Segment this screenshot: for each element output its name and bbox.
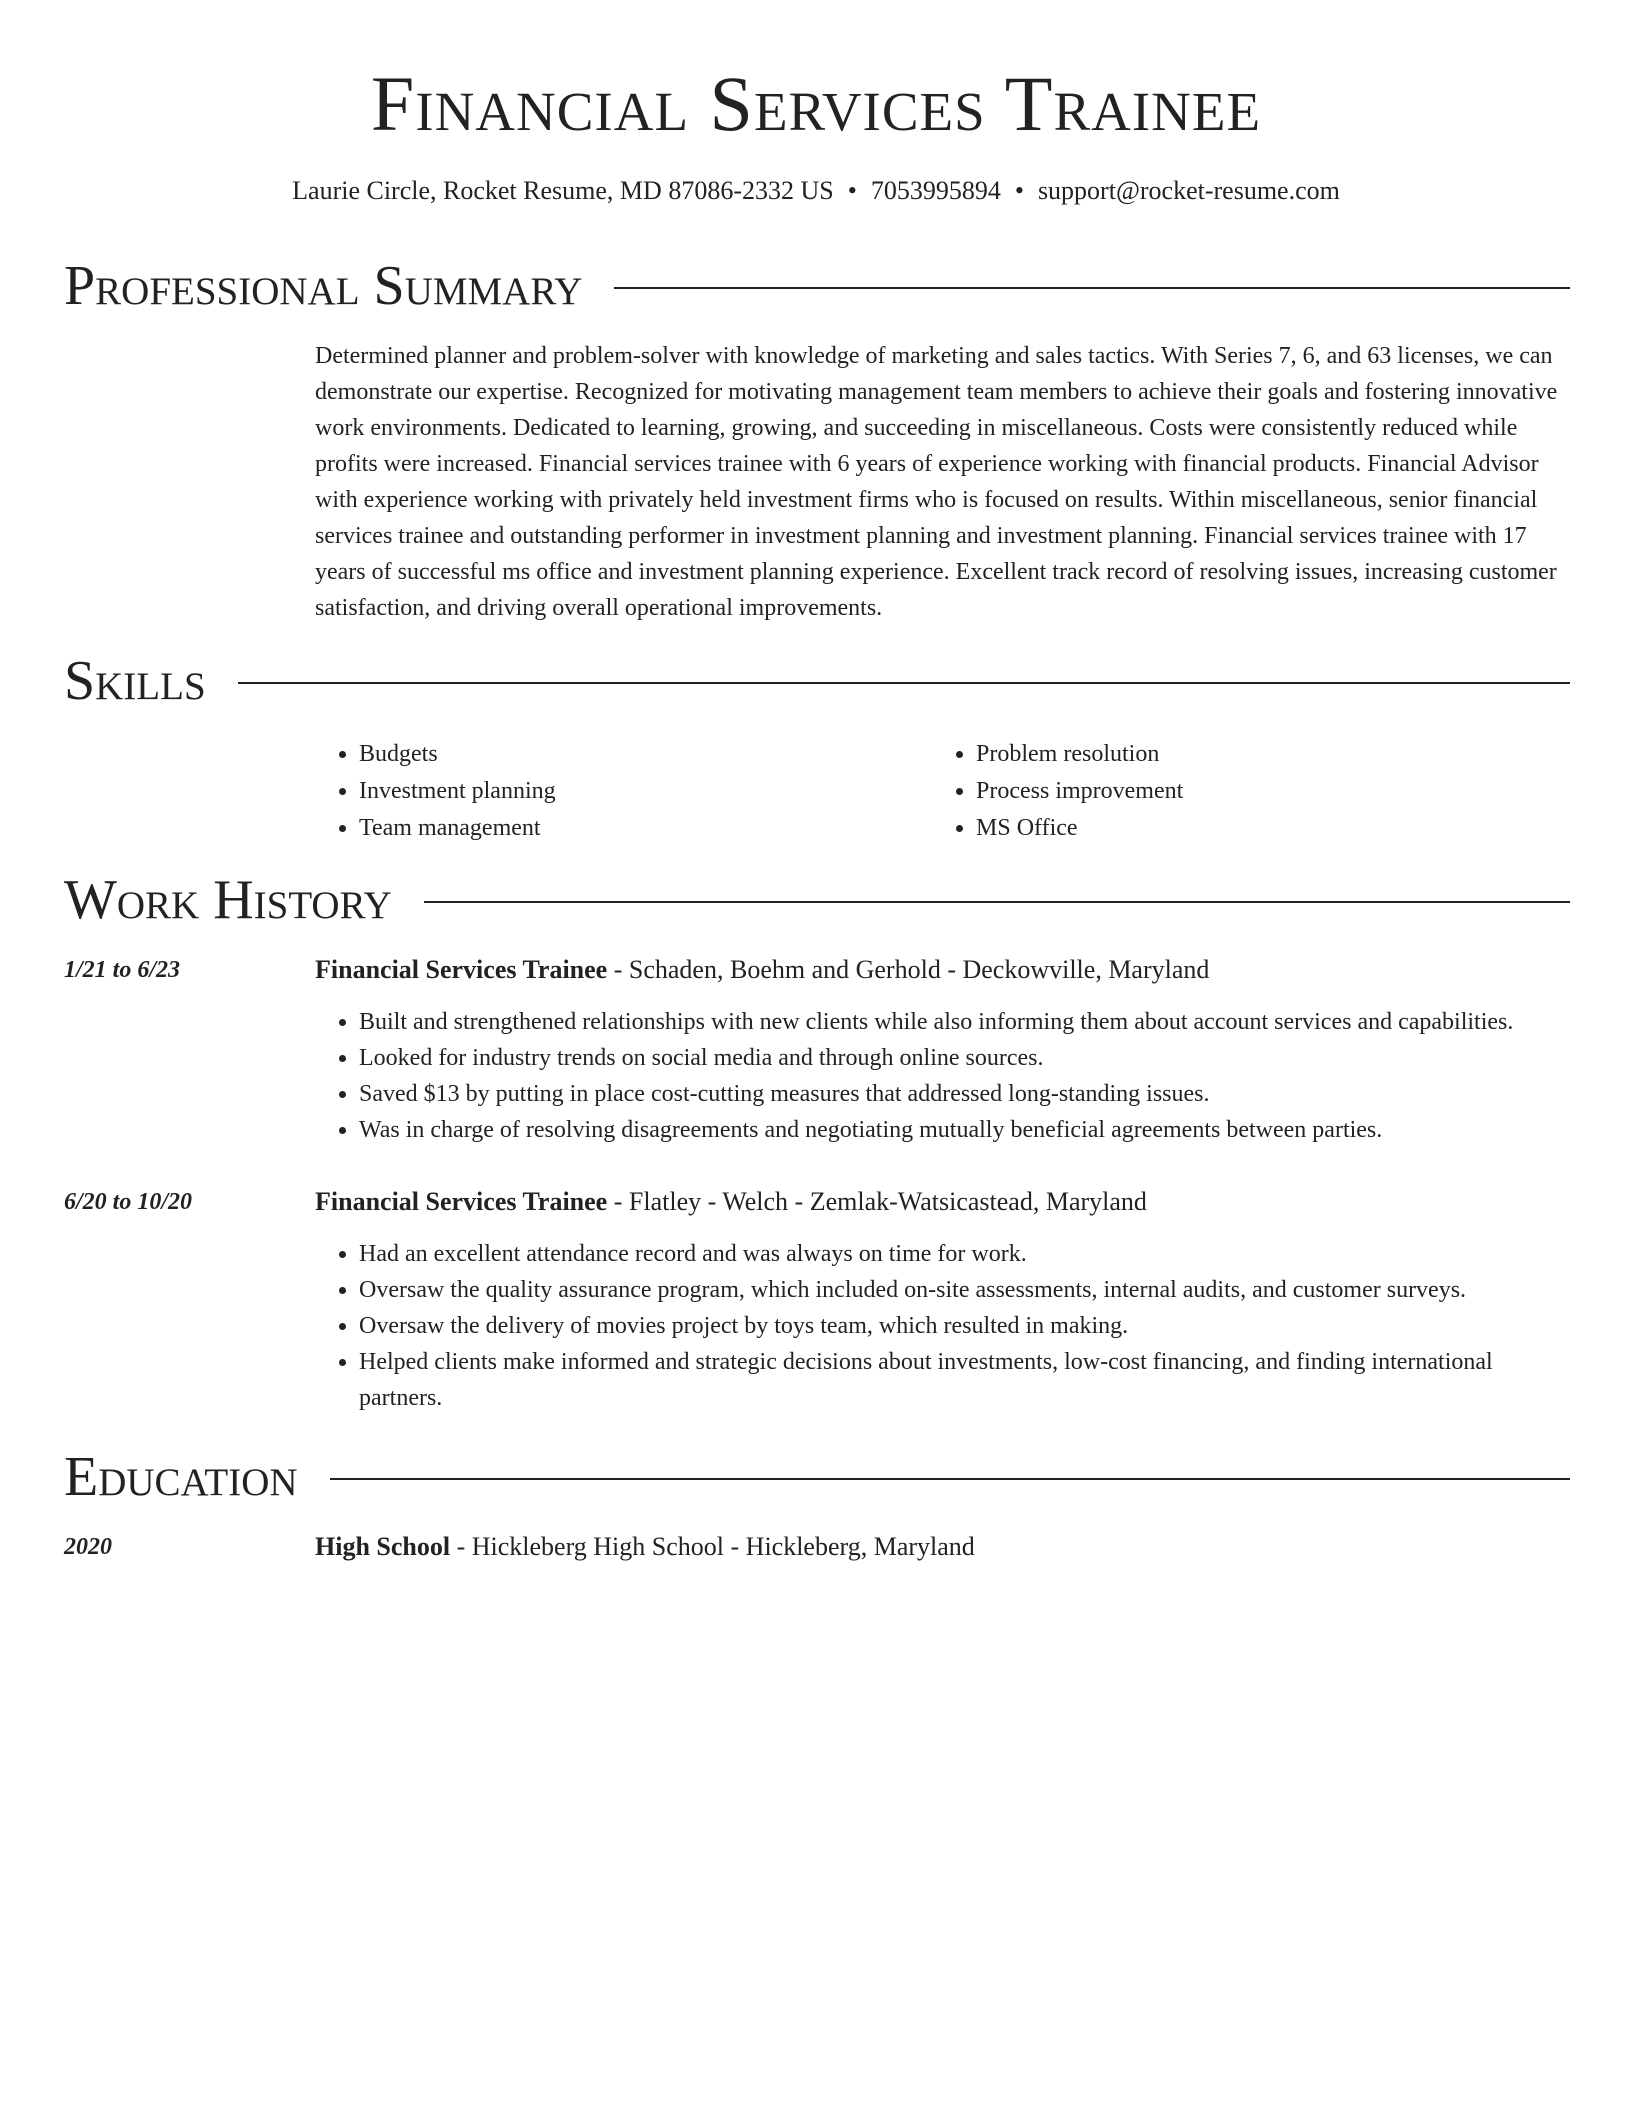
skill-item: • MS Office [976,810,1549,847]
contact-line [0,174,1632,208]
work-section-header [64,867,1570,933]
job-employer: - Flatley - Welch - Zemlak-Watsicastead, Maryland [607,1187,1147,1216]
job-bullets [315,1004,1570,1148]
job-employer: - Schaden, Boehm and Gerhold - Deckowville, Maryland [607,955,1210,984]
job-bullet: • Looked for industry trends on social media and through online sources. [359,1040,1570,1076]
contact-email: support@rocket-resume.com [1037,176,1340,205]
summary-text: Determined planner and problem-solver with knowledge of marketing and sales tactics. With Series 7, 6, and 63 licenses, we can demonstrate our expertise. Recognized for motivating management team members to achieve their goals and fostering innovative work environments. Dedicated to learning, growing, and succeeding in miscellaneous. Costs were consistently reduced while profits were increased. Financial services trainee with 6 years of experience working with financial products. Financial Advisor with experience working with privately held investment firms who is focused on results. Within miscellaneous, senior financial services trainee and outstanding performer in investment planning and investment planning. Financial services trainee with 17 years of successful ms office and investment planning experience. Excellent track record of resolving issues, increasing customer satisfaction, and driving overall operational improvements. [315,343,1558,621]
job-bullet: • Helped clients make informed and strategic decisions about investments, low-cost financing, and finding international partners. [359,1344,1570,1416]
education-heading: Education [64,1446,298,1508]
skill-item: • Team management [359,810,932,847]
summary-heading: Professional Summary [64,255,583,317]
resume-title: Financial Services Trainee [370,60,1262,147]
job-title: Financial Services Trainee [315,1187,608,1216]
job-heading [315,1184,1570,1220]
contact-separator: • [847,176,857,205]
section-divider [424,901,1570,903]
section-divider [330,1478,1570,1480]
skill-item: • Budgets [359,736,932,773]
job-dates: 6/20 to 10/20 [64,1189,193,1215]
skill-item: • Process improvement [976,773,1549,810]
skills-column-right [932,736,1549,847]
education-section-header [64,1444,1570,1510]
section-divider [614,287,1570,289]
contact-phone: 7053995894 [870,176,1001,205]
job-bullet: • Oversaw the delivery of movies project by toys team, which resulted in making. [359,1308,1570,1344]
contact-separator: • [1014,176,1024,205]
job-bullet: • Had an excellent attendance record and was always on time for work. [359,1236,1570,1272]
education-year: 2020 [64,1534,112,1560]
skills-heading: Skills [64,650,206,712]
education-degree: High School [315,1532,451,1561]
contact-address: Laurie Circle, Rocket Resume, MD 87086-2332 US [292,176,834,205]
job-bullet: • Was in charge of resolving disagreements and negotiating mutually beneficial agreements between parties. [359,1112,1570,1148]
skills-section-header [64,648,1570,714]
skill-item: • Problem resolution [976,736,1549,773]
education-heading-line [315,1529,1570,1565]
work-heading: Work History [64,869,392,931]
skills-list [315,736,1570,847]
skills-column-left [315,736,932,847]
skill-item: • Investment planning [359,773,932,810]
job-bullets [315,1236,1570,1416]
job-bullet: • Oversaw the quality assurance program, which included on-site assessments, internal audits, and customer surveys. [359,1272,1570,1308]
section-divider [238,682,1570,684]
job-dates: 1/21 to 6/23 [64,957,181,983]
job-bullet: • Built and strengthened relationships with new clients while also informing them about account services and capabilities. [359,1004,1570,1040]
job-bullet: • Saved $13 by putting in place cost-cutting measures that addressed long-standing issues. [359,1076,1570,1112]
summary-section-header [64,253,1570,319]
job-heading [315,952,1570,988]
job-title: Financial Services Trainee [315,955,608,984]
education-school: - Hickleberg High School - Hickleberg, Maryland [450,1532,975,1561]
